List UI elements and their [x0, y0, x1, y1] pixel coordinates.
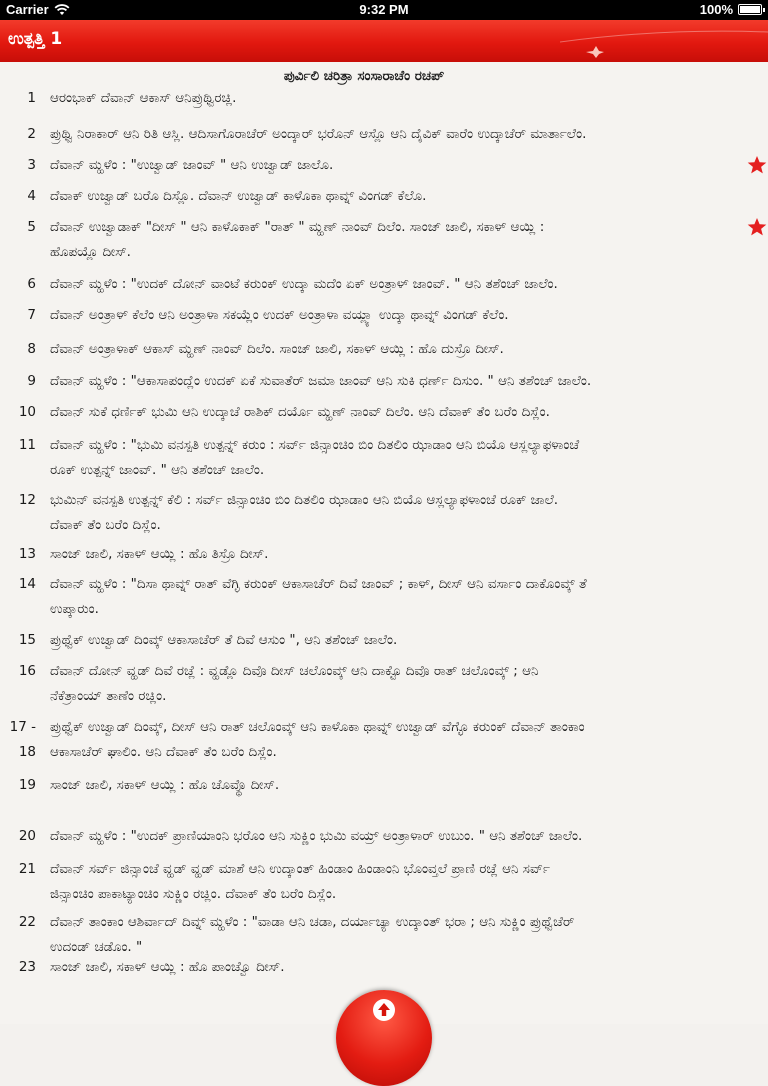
verse-number: 22	[18, 914, 36, 930]
verse-text	[50, 910, 736, 960]
verse-text	[50, 184, 736, 209]
verse-line: ದೆವಾನ್ ಮ್ಹಳೆಂ : "ಉಜ್ವಾಡ್ ಜಾಂವ್ " ಆನಿ ಉಜ್ವಾಡ್ ಜಾಲೊ.	[50, 157, 334, 173]
battery-area	[700, 2, 762, 17]
verse-item[interactable]	[0, 86, 768, 111]
verse-line: ಸಾಂಜ್ ಜಾಲಿ, ಸಕಾಳ್ ಆಯ್ಲಿ : ಹೊ ತಿಸ್ರೊ ದೀಸ್.	[50, 546, 269, 562]
chapter-heading: ಪುರ್ವಿಲಿ ಚರಿತ್ರಾ ಸಂಸಾರಾಚೆಂ ರಚಪ್	[283, 68, 445, 84]
verse-item[interactable]	[0, 628, 768, 653]
verse-text	[50, 824, 736, 849]
verse-line: ದೆವಾನ್ ತಾಂಕಾಂ ಆಶಿರ್ವಾದ್ ದಿವ್ನ್ ಮ್ಹಳೆಂ : "ವಾಡಾ ಆನಿ ಚಡಾ, ದರ್ಯಾಚ್ಯಾ ಉದ್ಕಾಂತ್ ಭರಾ ; ಆನಿ ಸುಕ್ಣಿಂ ಪ್ರುಥ್ವೆಚೆರ್	[50, 914, 575, 930]
verse-text	[50, 153, 736, 178]
verse-text	[50, 272, 736, 297]
header-sparkle-icon	[560, 20, 768, 62]
verse-text	[50, 303, 736, 328]
verse-line: ರೂಕ್ ಉತ್ಪನ್ನ್ ಜಾಂವ್. " ಆನಿ ತಶೆಂಚ್ ಜಾಲೆಂ.	[50, 462, 265, 478]
verse-line: ಜಿನ್ಸಾಂಚಿಂ ಪಾಕಾಟ್ಯಾಂಚಿಂ ಸುಕ್ಣಿಂ ರಚ್ಲಿಂ. ದೆವಾಕ್ ತೆಂ ಬರೆಂ ದಿಸ್ಲೆಂ.	[50, 886, 337, 902]
status-bar	[0, 0, 768, 20]
verse-line: ಹೊಪಯ್ಲೊ ದೀಸ್.	[50, 244, 131, 260]
verse-text	[50, 400, 736, 425]
verse-item[interactable]	[0, 910, 768, 960]
verse-number: 20	[18, 828, 36, 844]
battery-icon	[738, 4, 762, 15]
verse-number: 6	[27, 276, 36, 292]
verse-item[interactable]	[0, 272, 768, 297]
verse-line: ದೆವಾಕ್ ತೆಂ ಬರೆಂ ದಿಸ್ಲೆಂ.	[50, 517, 161, 533]
verse-item[interactable]	[0, 955, 768, 980]
verse-number: 19	[18, 777, 36, 793]
verse-line: ಆರಂಭಾಕ್ ದೆವಾನ್ ಆಕಾಸ್ ಆನಿಪ್ರುಥ್ವಿರಚ್ಲಿ.	[50, 90, 237, 106]
verse-line: ಉದಂಡ್ ಚಡೊಂ. "	[50, 939, 143, 955]
verse-item[interactable]	[0, 773, 768, 798]
verse-text	[50, 542, 736, 567]
verse-number: 7	[27, 307, 36, 323]
verse-text	[50, 215, 736, 265]
verse-line: ಭುಮಿನ್ ವನಸ್ಪತಿ ಉತ್ಪನ್ನ್ ಕೆಲಿ : ಸರ್ವ್ ಜಿನ್ಸಾಂಚಿಂ ಬಿಂ ದಿತಲಿಂ ಝಾಡಾಂ ಆನಿ ಬಿಯೊ ಆಸ್ಲಲ್ಯಾಫಳಾಂಚೆ ರೂಕ್ ಜಾಲೆ.	[50, 492, 559, 508]
verse-text	[50, 572, 736, 622]
verse-item[interactable]	[0, 184, 768, 209]
verse-item[interactable]	[0, 400, 768, 425]
verse-line: ದೆವಾನ್ ಉಜ್ವಾಡಾಕ್ "ದೀಸ್ " ಆನಿ ಕಾಳೊಕಾಕ್ "ರಾತ್ " ಮ್ಹಣ್ ನಾಂವ್ ದಿಲೆಂ. ಸಾಂಜ್ ಜಾಲಿ, ಸಕಾಳ್ ಆಯ್ಲಿ :	[50, 219, 545, 235]
chapter-title[interactable]: ಉತ್ಪತ್ತಿ 1	[8, 29, 63, 49]
verse-item[interactable]	[0, 303, 768, 328]
verse-number: 17 -	[9, 719, 36, 735]
battery-percent: 100%	[699, 2, 733, 17]
verse-number: 14	[18, 576, 36, 592]
verse-item[interactable]	[0, 433, 768, 483]
verse-item[interactable]	[0, 715, 768, 765]
verse-number: 5	[27, 219, 36, 235]
verse-number: 21	[18, 861, 36, 877]
star-icon[interactable]	[747, 155, 767, 175]
verse-number: 11	[18, 437, 36, 453]
star-icon[interactable]	[747, 217, 767, 237]
verse-line: ದೆವಾಕ್ ಉಜ್ವಾಡ್ ಬರೊ ದಿಸ್ಲೊ. ದೆವಾನ್ ಉಜ್ವಾಡ್ ಕಾಳೊಕಾ ಥಾವ್ನ್ ವಿಂಗಡ್ ಕೆಲೊ.	[50, 188, 427, 204]
verse-number: 4	[27, 188, 36, 204]
verse-line: ದೆವಾನ್ ಮ್ಹಳೆಂ : "ದಿಸಾ ಥಾವ್ನ್ ರಾತ್ ವೆಗ್ಳಿ ಕರುಂಕ್ ಆಕಾಸಾಚೆರ್ ದಿವೆ ಜಾಂವ್ ; ಕಾಳ್, ದೀಸ್ ಆನಿ ವರ್ಸಾಂ ದಾಕೊಂವ್ಕ್ ತೆ	[50, 576, 587, 592]
verse-line: ಪ್ರುಥ್ವೆಕ್ ಉಜ್ವಾಡ್ ದಿಂವ್ಕ್ ಆಕಾಸಾಚೆರ್ ತೆ ದಿವೆ ಆಸುಂ ", ಆನಿ ತಶೆಂಚ್ ಜಾಲೆಂ.	[50, 632, 398, 648]
verse-text	[50, 955, 736, 980]
carrier-label: Carrier	[6, 2, 49, 17]
verse-number: 18	[18, 744, 36, 760]
verse-text	[50, 715, 736, 765]
verse-line: ದೆವಾನ್ ಮ್ಹಳೆಂ : "ಭುಮಿ ವನಸ್ಪತಿ ಉತ್ಪನ್ನ್ ಕರುಂ : ಸರ್ವ್ ಜಿನ್ಸಾಂಚಿಂ ಬಿಂ ದಿತಲಿಂ ಝಾಡಾಂ ಆನಿ ಬಿಯೊ ಆಸ್ಲಲ್ಯಾಫಳಾಂಚೆ	[50, 437, 580, 453]
verse-text	[50, 122, 736, 147]
verse-number: 16	[18, 663, 36, 679]
verse-line: ದೆವಾನ್ ಮ್ಹಳೆಂ : "ಉದಕ್ ಪ್ರಾಣಿಯಾಂನಿ ಭರೊಂ ಆನಿ ಸುಕ್ಣಿಂ ಭುಮಿ ವಯ್ರ್ ಅಂತ್ರಾಳಾರ್ ಉಬುಂ. " ಆನಿ ತಶೆಂಚ್ ಜಾಲೆಂ.	[50, 828, 583, 844]
verse-line: ನೆಕೆತ್ರಾಂಯ್ ತಾಣೆಂ ರಚ್ಲಿಂ.	[50, 688, 167, 704]
verse-line: ದೆವಾನ್ ಸರ್ವ್ ಜಿನ್ಸಾಂಚೆ ವ್ಹಡ್ ವ್ಹಡ್ ಮಾಶೆ ಆನಿ ಉದ್ಕಾಂತ್ ಹಿಂಡಾಂ ಹಿಂಡಾಂನಿ ಭೊಂವ್ತಲೆ ಪ್ರಾಣಿ ರಚ್ಲೆ ಆನಿ ಸರ್ವ್	[50, 861, 550, 877]
verse-item[interactable]	[0, 122, 768, 147]
scroll-up-button[interactable]	[336, 990, 432, 1086]
verse-line: ದೆವಾನ್ ಅಂತ್ರಾಳ್ ಕೆಲೆಂ ಆನಿ ಅಂತ್ರಾಳಾ ಸಕಯ್ಲೆಂ ಉದಕ್ ಅಂತ್ರಾಳಾ ವಯ್ಲ್ಯಾ ಉದ್ಕಾ ಥಾವ್ನ್ ವಿಂಗಡ್ ಕೆಲೆಂ.	[50, 307, 509, 323]
verse-text	[50, 433, 736, 483]
verse-line: ದೆವಾನ್ ಮ್ಹಳೆಂ : "ಉದಕ್ ದೋನ್ ವಾಂಟೆ ಕರುಂಕ್ ಉದ್ಕಾ ಮದೆಂ ಏಕ್ ಅಂತ್ರಾಳ್ ಜಾಂವ್. " ಆನಿ ತಶೆಂಚ್ ಜಾಲೆಂ.	[50, 276, 558, 292]
verse-item[interactable]	[0, 153, 768, 178]
verse-line: ಸಾಂಜ್ ಜಾಲಿ, ಸಕಾಳ್ ಆಯ್ಲಿ : ಹೊ ಚೊವ್ಥೊ ದೀಸ್.	[50, 777, 280, 793]
chapter-content[interactable]	[0, 62, 768, 1024]
verse-text	[50, 659, 736, 709]
verse-number: 9	[27, 373, 36, 389]
verse-line: ಆಕಾಸಾಚೆರ್ ಘಾಲಿಂ. ಆನಿ ದೆವಾಕ್ ತೆಂ ಬರೆಂ ದಿಸ್ಲೆಂ.	[50, 744, 277, 760]
verse-number: 2	[27, 126, 36, 142]
verse-number: 13	[18, 546, 36, 562]
verse-line: ದೆವಾನ್ ಸುಕೆ ಧರ್ಣಿಕ್ ಭುಮಿ ಆನಿ ಉದ್ಕಾಚೆ ರಾಶಿಕ್ ದರ್ಯೊ ಮ್ಹಣ್ ನಾಂವ್ ದಿಲೆಂ. ಆನಿ ದೆವಾಕ್ ತೆಂ ಬರೆಂ ದಿಸ್ಲೆಂ.	[50, 404, 550, 420]
verse-text	[50, 857, 736, 907]
verse-text	[50, 369, 736, 394]
nav-header	[0, 20, 768, 62]
verse-number: 8	[27, 341, 36, 357]
verse-item[interactable]	[0, 824, 768, 849]
verse-item[interactable]	[0, 488, 768, 538]
verse-item[interactable]	[0, 215, 768, 265]
verse-text	[50, 488, 736, 538]
verse-line: ಪ್ರುಥ್ವಿ ನಿರಾಕಾರ್ ಆನಿ ರಿತಿ ಆಸ್ಲಿ. ಆದಿಸಾಗೊರಾಚೆರ್ ಅಂದ್ಕಾರ್ ಭರೊನ್ ಆಸ್ಲೊ ಆನಿ ದೈವಿಕ್ ವಾರೆಂ ಉದ್ಕಾಚೆರ್ ಮಾರ್ತಾಲೆಂ.	[50, 126, 587, 142]
verse-item[interactable]	[0, 572, 768, 622]
clock: 9:32 PM	[359, 2, 409, 17]
verse-line: ಉಪ್ಕಾರುಂ.	[50, 601, 99, 617]
verse-number: 3	[27, 157, 36, 173]
verse-number: 12	[18, 492, 36, 508]
verse-line: ಸಾಂಜ್ ಜಾಲಿ, ಸಕಾಳ್ ಆಯ್ಲಿ : ಹೊ ಪಾಂಚ್ವೊ ದೀಸ್.	[50, 959, 285, 975]
verse-line: ದೆವಾನ್ ಮ್ಹಳೆಂ : "ಆಕಾಸಾಪಂದ್ಲೆಂ ಉದಕ್ ಏಕೆ ಸುವಾತೆರ್ ಜಮಾ ಜಾಂವ್ ಆನಿ ಸುಕಿ ಧರ್ಣ್ ದಿಸುಂ. " ಆನಿ ತಶೆಂಚ್ ಜಾಲೆಂ.	[50, 373, 592, 389]
verse-number: 10	[18, 404, 36, 420]
verse-number: 15	[18, 632, 36, 648]
verse-text	[50, 86, 736, 111]
verse-text	[50, 628, 736, 653]
up-arrow-icon	[372, 998, 396, 1022]
verse-item[interactable]	[0, 337, 768, 362]
verse-item[interactable]	[0, 659, 768, 709]
verse-text	[50, 773, 736, 798]
verse-item[interactable]	[0, 857, 768, 907]
verse-item[interactable]	[0, 369, 768, 394]
verse-number: 1	[27, 90, 36, 106]
verse-number: 23	[18, 959, 36, 975]
verse-line: ದೆವಾನ್ ಅಂತ್ರಾಳಾಕ್ ಆಕಾಸ್ ಮ್ಹಣ್ ನಾಂವ್ ದಿಲೆಂ. ಸಾಂಜ್ ಜಾಲಿ, ಸಕಾಳ್ ಆಯ್ಲಿ : ಹೊ ದುಸ್ರೊ ದೀಸ್.	[50, 341, 504, 357]
verse-text	[50, 337, 736, 362]
verse-item[interactable]	[0, 542, 768, 567]
verse-line: ದೆವಾನ್ ದೋನ್ ವ್ಹಡ್ ದಿವೆ ರಚ್ಲೆ : ವ್ಹಡ್ಲೊ ದಿವೊ ದೀಸ್ ಚಲೊಂವ್ಕ್ ಆನಿ ದಾಕ್ಟೊ ದಿವೊ ರಾತ್ ಚಲೊಂವ್ಕ್ ; ಆನಿ	[50, 663, 539, 679]
verse-line: ಪ್ರುಥ್ವೆಕ್ ಉಜ್ವಾಡ್ ದಿಂವ್ಕ್, ದೀಸ್ ಆನಿ ರಾತ್ ಚಲೊಂವ್ಕ್ ಆನಿ ಕಾಳೊಕಾ ಥಾವ್ನ್ ಉಜ್ವಾಡ್ ವೆಗ್ಳೊ ಕರುಂಕ್ ದೆವಾನ್ ತಾಂಕಾಂ	[50, 719, 585, 735]
